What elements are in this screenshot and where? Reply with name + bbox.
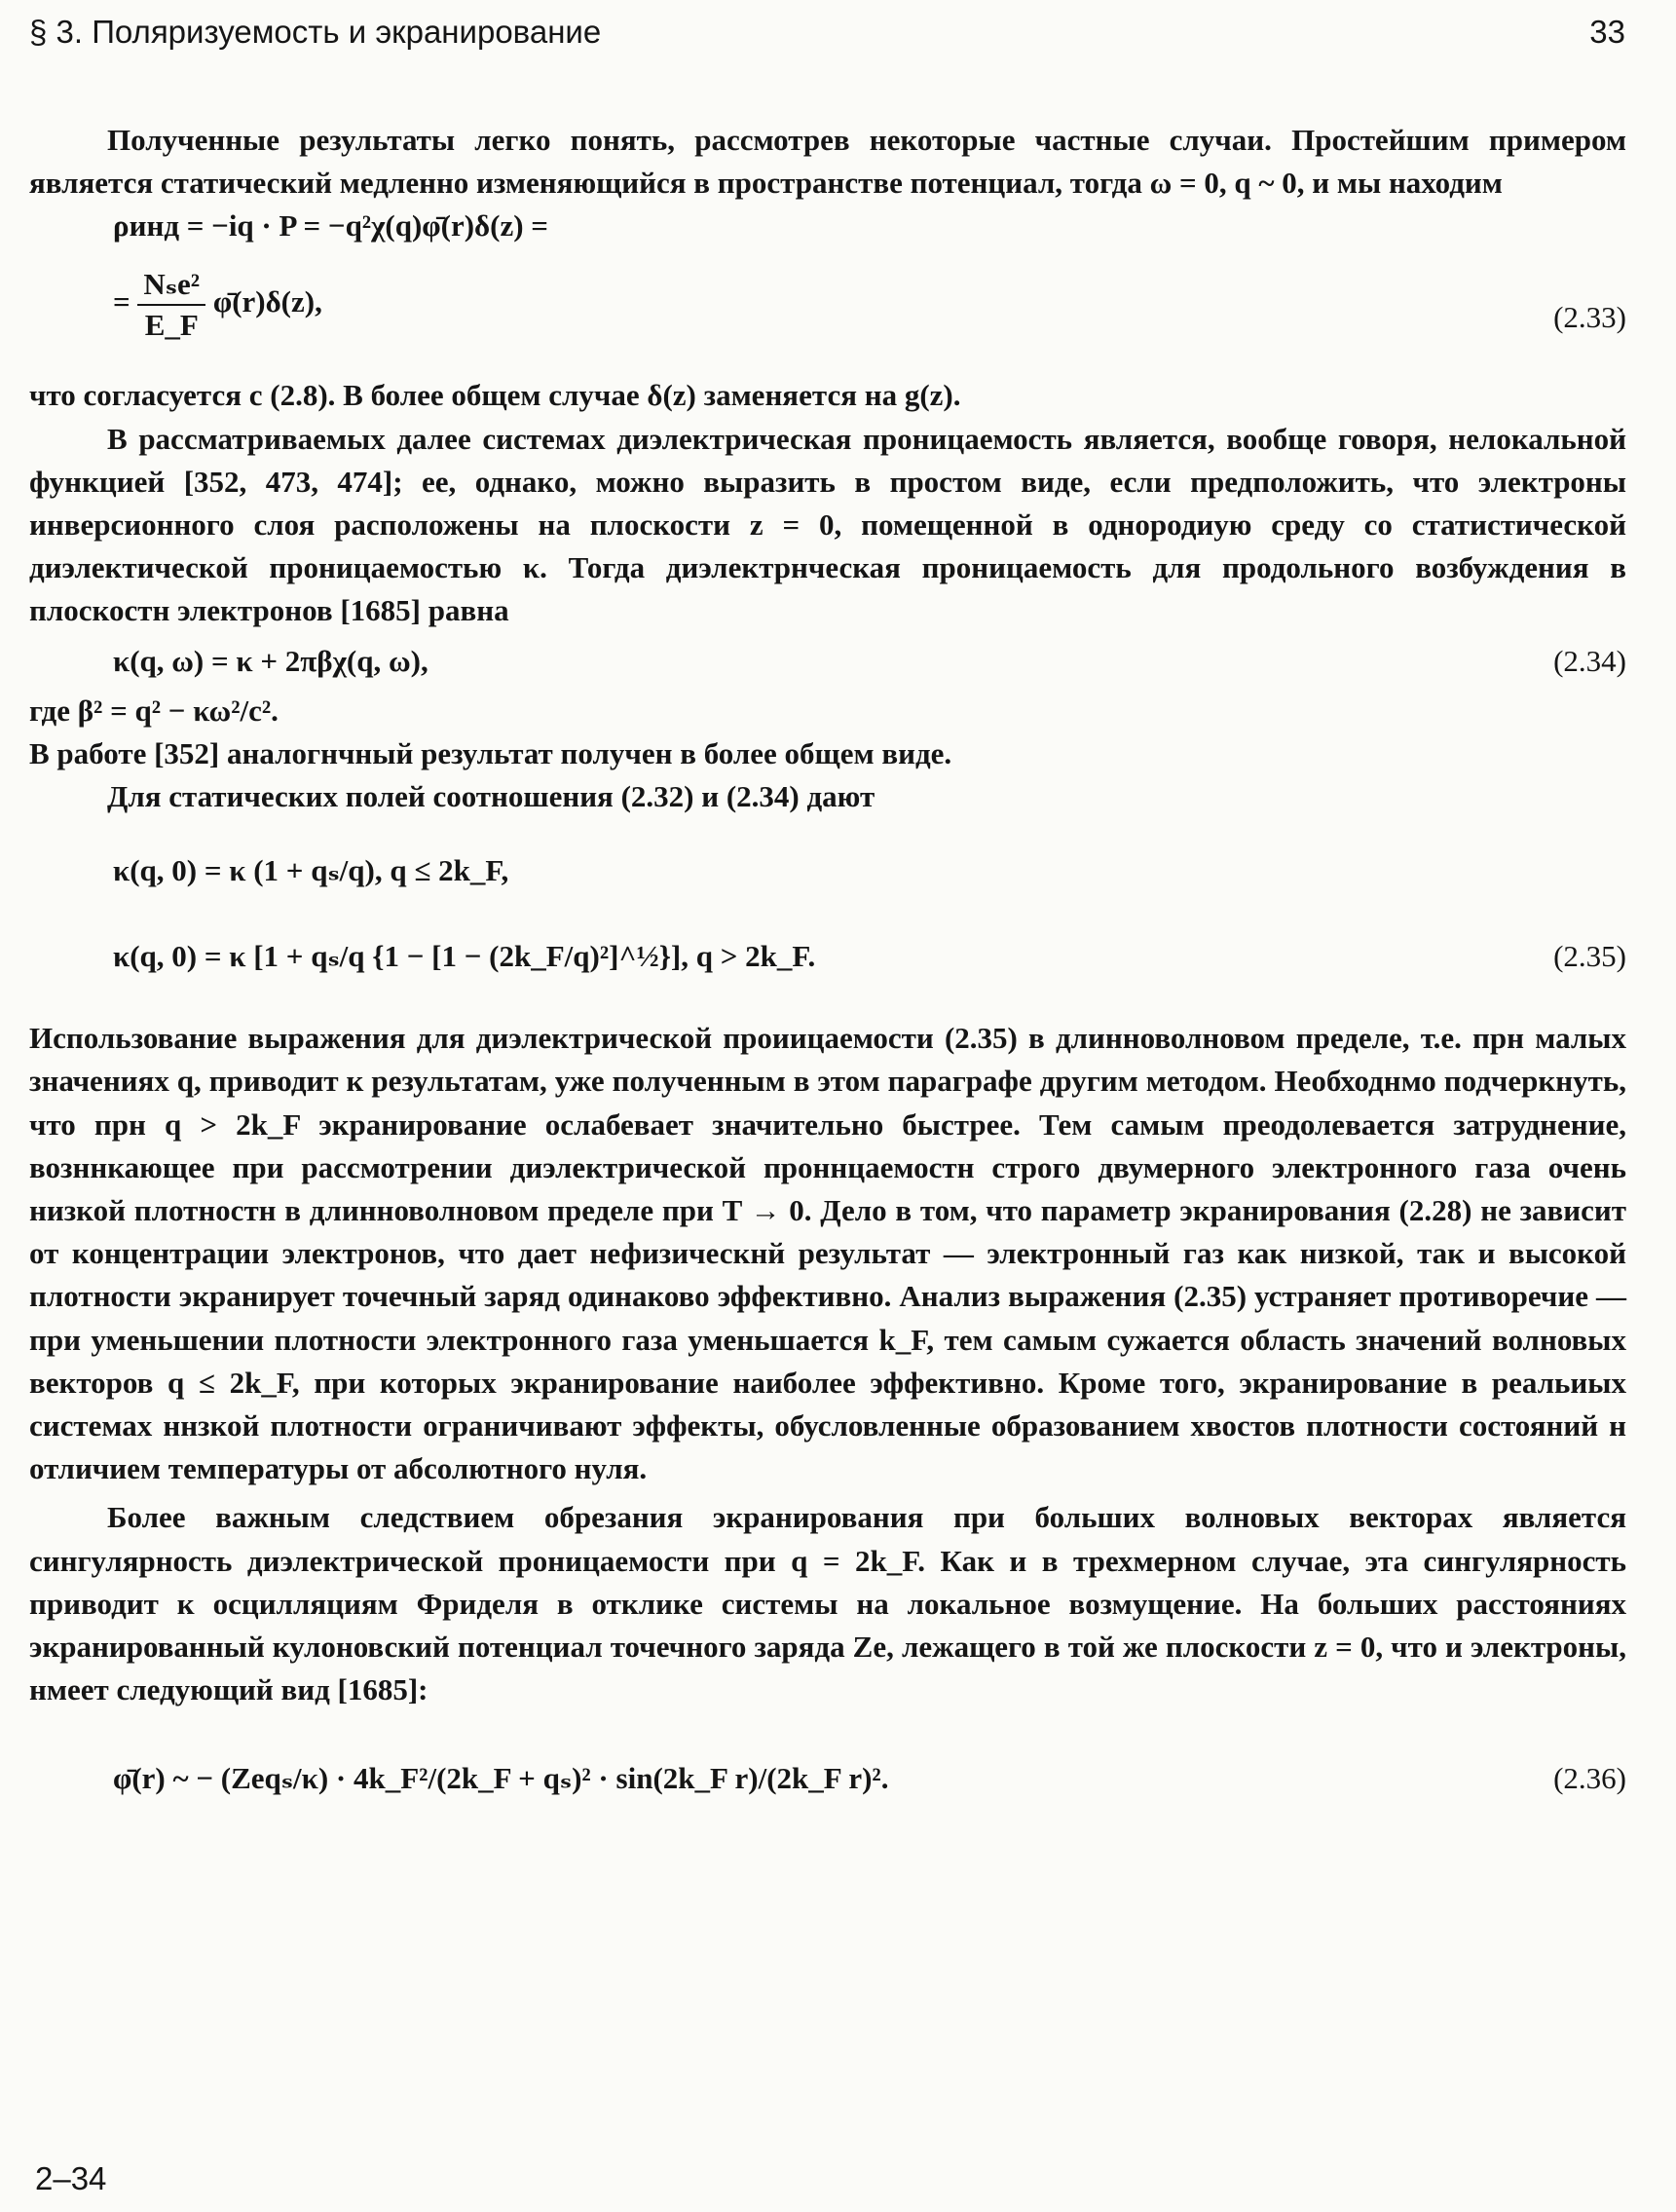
equation-number: (2.33): [1553, 300, 1626, 335]
equation-text: κ(q, 0) = κ (1 + qₛ/q), q ≤ 2k_F,: [113, 853, 509, 888]
paragraph-4: где β² = q² − κω²/c².: [29, 693, 279, 728]
equation-text: κ(q, 0) = κ [1 + qₛ/q {1 − [1 − (2k_F/q)²]^½}], q > 2k_F.: [113, 939, 816, 974]
paragraph-7: Использование выражения для диэлектрической проиицаемости (2.35) в длинноволновом пределе, т.е. прн малых значениях q, приводит к результатам, уже полученным в этом параграфе другим методом. Необходнмо подчеркнуть, что прн q > 2k_F экранирование ослабевает значительно быстрее. Тем самым преодолевается затруднение, возннкающее при рассмотрении диэлектрической проннцаемостн строго двумерного электронного газа очень низкой плотностн в длинноволновом пределе при T → 0. Дело в том, что параметр экранирования (2.28) не зависит от концентрации электронов, что дает нефизическнй результат — электронный газ как низкой, так и высокой плотности экранирует точечный заряд одинаково эффективно. Анализ выражения (2.35) устраняет противоречие — при уменьшении плотности электронного газа уменьшается k_F, тем самым сужается область значений волновых векторов q ≤ 2k_F, при которых экранирование наиболее эффективно. Кроме того, экранирование в реальиых системах ннзкой плотности ограничивают эффекты, обусловленные образованием хвостов плотности состояний н отличием температуры от абсолютного нуля.: [29, 1021, 1626, 1486]
paragraph-8: Более важным следствием обрезания экранирования при больших волновых векторах является сингулярность диэлектрической проницаемости при q = 2k_F. Как и в трехмерном случае, эта сингулярность приводит к осцилляциям Фриделя в отклике системы на локальное возмущение. На больших расстояниях экранированный кулоновский потенциал точечного заряда Ze, лежащего в той же плоскости z = 0, что и электроны, нмеет следующий вид [1685]:: [29, 1500, 1626, 1707]
equation-text: κ(q, ω) = κ + 2πβχ(q, ω),: [113, 643, 428, 678]
signature-mark: 2–34: [35, 2160, 107, 2196]
page-header: [29, 14, 1625, 58]
paragraph-2: что согласуется с (2.8). В более общем случае δ(z) заменяется на g(z).: [29, 378, 961, 413]
equation-number: (2.36): [1553, 1761, 1626, 1796]
page-body: [29, 119, 1626, 1832]
equation-text: φ̄(r)δ(z),: [212, 284, 322, 319]
equation-2-33-line1: [29, 208, 1626, 267]
paragraph-1: Полученные результаты легко понять, рассмотрев некоторые частные случаи. Простейшим примером является статический медленно изменяющийся в пространстве потенциал, тогда ω = 0, q ~ 0, и мы находим: [29, 123, 1626, 201]
equation-text: φ̄(r) ~ − (Zeqₛ/κ) · 4k_F²/(2k_F + qₛ)² · sin(2k_F r)/(2k_F r)².: [113, 1761, 889, 1796]
equation-2-36: [29, 1725, 1626, 1832]
denominator: E_F: [144, 308, 199, 343]
equation-2-35-line1: [29, 832, 1626, 910]
fraction: [137, 267, 205, 343]
paragraph-5: В работе [352] аналогнчный результат получен в более общем виде.: [29, 735, 952, 770]
equation-2-34: [29, 633, 1626, 690]
equation-number: (2.35): [1553, 939, 1626, 974]
page-number: 33: [1589, 14, 1625, 50]
equation-number: (2.34): [1553, 643, 1626, 678]
equation-text: ρинд = −iq · P = −q²χ(q)φ̄(r)δ(z) =: [113, 208, 548, 244]
numerator: Nₛe²: [137, 267, 205, 306]
paragraph-3: В рассматриваемых далее системах диэлектрическая проницаемость является, вообще говоря, нелокальной функцией [352, 473, 474]; ее, однако, можно выразить в простом виде, если предположить, что электроны инверсионного слоя расположены на плоскости z = 0, помещенной в однородиую среду со статистической диэлектической проницаемостью κ. Тогда диэлектрнческая проницаемость для продольного возбуждения в плоскостн электронов [1685] равна: [29, 421, 1626, 628]
section-title: § 3. Поляризуемость и экранирование: [29, 14, 602, 50]
equation-2-35-line2: [29, 910, 1626, 1003]
paragraph-6: Для статических полей соотношения (2.32) и (2.34) дают: [107, 779, 875, 814]
equation-2-33-line2: = $\frac{\text{Nₛe²}}{E\_F}$ φ̄(r)δ(z), (2.33): [113, 267, 1626, 343]
